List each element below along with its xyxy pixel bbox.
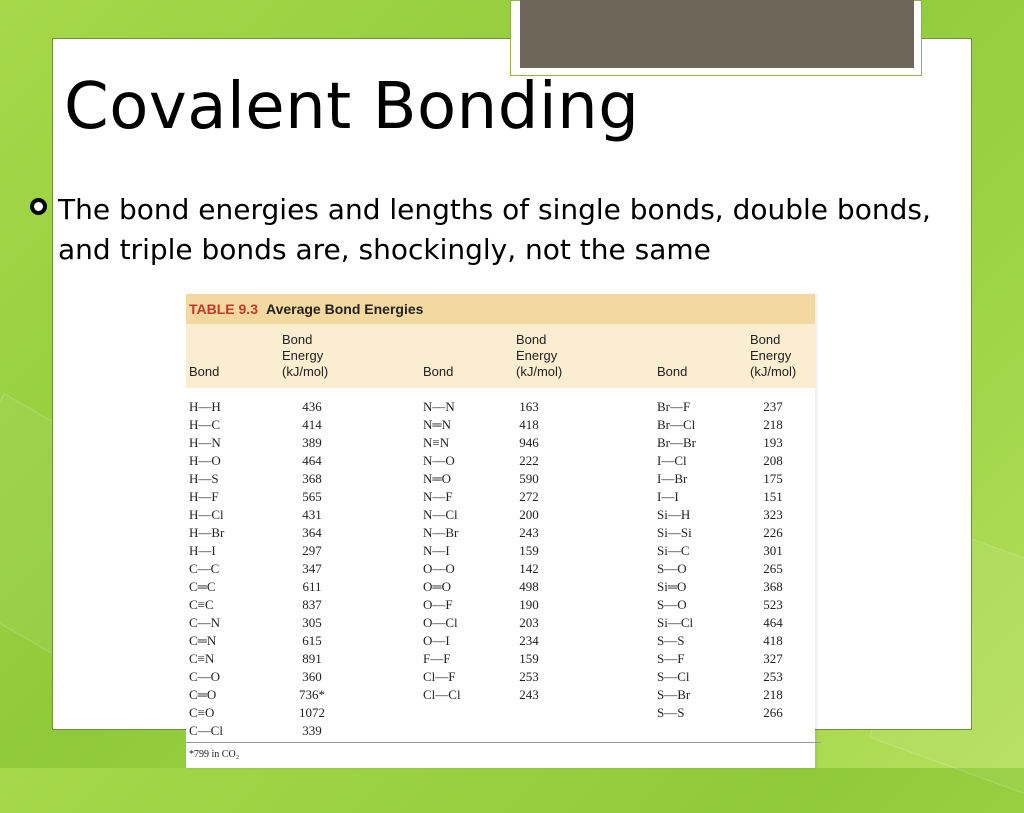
bond-cell: N═N — [423, 417, 451, 432]
energy-cell: 253 — [763, 669, 783, 684]
energy-cell: 266 — [763, 705, 783, 720]
energy-cell: 297 — [302, 543, 322, 558]
bond-cell: N—N — [423, 399, 455, 414]
energy-cell: 305 — [302, 615, 322, 630]
bond-cell: H—Br — [189, 525, 225, 540]
bond-cell: O—O — [423, 561, 455, 576]
bond-cell: C—N — [189, 615, 221, 630]
energy-cell: 243 — [519, 525, 539, 540]
table-body — [186, 388, 815, 740]
bond-cell: Br—Br — [657, 435, 696, 450]
bond-cell: S—F — [657, 651, 685, 666]
energy-cell: 222 — [519, 453, 539, 468]
bond-cell: Si—C — [657, 543, 690, 558]
bond-cell: C—C — [189, 561, 220, 576]
accent-box — [520, 0, 914, 68]
energy-cell: 590 — [519, 471, 539, 486]
bond-cell: Cl—Cl — [423, 687, 461, 702]
table-title: Average Bond Energies — [265, 301, 424, 317]
bond-cell: S—Br — [657, 687, 691, 702]
energy-cell: 159 — [519, 651, 539, 666]
energy-cell: 523 — [763, 597, 783, 612]
bond-cell: C≡N — [189, 651, 215, 666]
bond-energy-table — [186, 294, 815, 768]
bond-cell: N—F — [423, 489, 453, 504]
bond-cell: C—Cl — [189, 723, 223, 738]
slide-title: Covalent Bonding — [64, 70, 640, 144]
bond-cell: S—S — [657, 633, 685, 648]
energy-cell: 253 — [519, 669, 539, 684]
energy-cell: 464 — [302, 453, 322, 468]
energy-cell: 234 — [519, 633, 539, 648]
energy-cell: 159 — [519, 543, 539, 558]
energy-cell: 237 — [763, 399, 783, 414]
bond-cell: I—I — [657, 489, 679, 504]
energy-cell: 946 — [519, 435, 539, 450]
table-header — [186, 324, 815, 388]
energy-cell: 226 — [763, 525, 783, 540]
bond-cell: C═O — [189, 687, 217, 702]
bond-cell: S—Cl — [657, 669, 690, 684]
energy-cell: 339 — [302, 723, 322, 738]
bond-cell: N═O — [423, 471, 451, 486]
energy-cell: 203 — [519, 615, 539, 630]
energy-column-2 — [499, 398, 559, 704]
energy-cell: 414 — [302, 417, 322, 432]
bond-column-1 — [189, 398, 224, 740]
energy-cell: 389 — [302, 435, 322, 450]
energy-cell: 151 — [763, 489, 783, 504]
energy-cell: 364 — [302, 525, 322, 540]
bond-cell: N≡N — [423, 435, 450, 450]
energy-cell: 243 — [519, 687, 539, 702]
energy-cell: 611 — [302, 579, 322, 594]
bond-cell: I—Cl — [657, 453, 687, 468]
energy-cell: 175 — [763, 471, 783, 486]
bond-column-2 — [423, 398, 461, 704]
energy-cell: 272 — [519, 489, 539, 504]
energy-cell: 431 — [302, 507, 322, 522]
energy-cell: 736* — [299, 687, 325, 702]
energy-cell: 368 — [302, 471, 322, 486]
bond-cell: C═C — [189, 579, 216, 594]
energy-cell: 218 — [763, 417, 783, 432]
energy-cell: 163 — [519, 399, 539, 414]
bond-cell: C≡O — [189, 705, 215, 720]
energy-cell: 615 — [302, 633, 322, 648]
bond-cell: C—O — [189, 669, 221, 684]
bond-cell: H—Cl — [189, 507, 224, 522]
energy-cell: 323 — [763, 507, 783, 522]
bond-cell: H—I — [189, 543, 216, 558]
energy-cell: 436 — [302, 399, 322, 414]
bond-cell: F—F — [423, 651, 451, 666]
energy-cell: 418 — [519, 417, 539, 432]
bond-column-3 — [657, 398, 696, 722]
bond-cell: H—N — [189, 435, 221, 450]
energy-cell: 360 — [302, 669, 322, 684]
header-energy: Bond Energy (kJ/mol) — [750, 332, 797, 379]
bond-cell: S—O — [657, 561, 687, 576]
bond-cell: O═O — [423, 579, 451, 594]
header-bond: Bond — [423, 364, 454, 379]
energy-column-1 — [282, 398, 342, 740]
energy-cell: 464 — [763, 615, 783, 630]
energy-cell: 565 — [302, 489, 322, 504]
energy-cell: 368 — [763, 579, 783, 594]
bullet-text: The bond energies and lengths of single bonds, double bonds, and triple bonds are, shockingly, not the same — [58, 193, 931, 266]
bond-cell: Br—F — [657, 399, 691, 414]
bond-cell: Cl—F — [423, 669, 456, 684]
energy-cell: 1072 — [299, 705, 325, 720]
bond-cell: I—Br — [657, 471, 688, 486]
table-caption — [186, 294, 815, 324]
bond-cell: C═N — [189, 633, 217, 648]
energy-cell: 301 — [763, 543, 783, 558]
energy-cell: 218 — [763, 687, 783, 702]
table-number: TABLE 9.3 — [189, 301, 258, 317]
energy-cell: 327 — [763, 651, 783, 666]
energy-cell: 891 — [302, 651, 322, 666]
energy-cell: 418 — [763, 633, 783, 648]
bond-cell: Si—Cl — [657, 615, 694, 630]
bond-cell: S—S — [657, 705, 685, 720]
bond-cell: O—I — [423, 633, 450, 648]
bond-cell: N—Cl — [423, 507, 458, 522]
bond-cell: O—Cl — [423, 615, 458, 630]
bond-cell: Si—Si — [657, 525, 692, 540]
energy-column-3 — [743, 398, 803, 722]
energy-cell: 498 — [519, 579, 539, 594]
bond-cell: H—O — [189, 453, 221, 468]
bond-cell: Si—H — [657, 507, 691, 522]
energy-cell: 347 — [302, 561, 322, 576]
bond-cell: N—I — [423, 543, 450, 558]
table-footnote: *799 in CO₂ — [186, 742, 821, 766]
bond-cell: H—S — [189, 471, 219, 486]
energy-cell: 837 — [302, 597, 322, 612]
energy-cell: 193 — [763, 435, 783, 450]
bond-cell: N—O — [423, 453, 455, 468]
bullet-icon — [30, 198, 47, 215]
bond-cell: Si═O — [657, 579, 687, 594]
header-bond: Bond — [657, 364, 688, 379]
bond-cell: H—H — [189, 399, 221, 414]
header-bond: Bond — [189, 364, 220, 379]
header-energy: Bond Energy (kJ/mol) — [516, 332, 563, 379]
energy-cell: 265 — [763, 561, 783, 576]
bond-cell: H—F — [189, 489, 219, 504]
energy-cell: 200 — [519, 507, 539, 522]
bond-cell: C≡C — [189, 597, 214, 612]
bond-cell: S—O — [657, 597, 687, 612]
bond-cell: O—F — [423, 597, 453, 612]
header-energy: Bond Energy (kJ/mol) — [282, 332, 329, 379]
bond-cell: Br—Cl — [657, 417, 696, 432]
energy-cell: 190 — [519, 597, 539, 612]
energy-cell: 142 — [519, 561, 539, 576]
bond-cell: H—C — [189, 417, 221, 432]
bond-cell: N—Br — [423, 525, 459, 540]
energy-cell: 208 — [763, 453, 783, 468]
